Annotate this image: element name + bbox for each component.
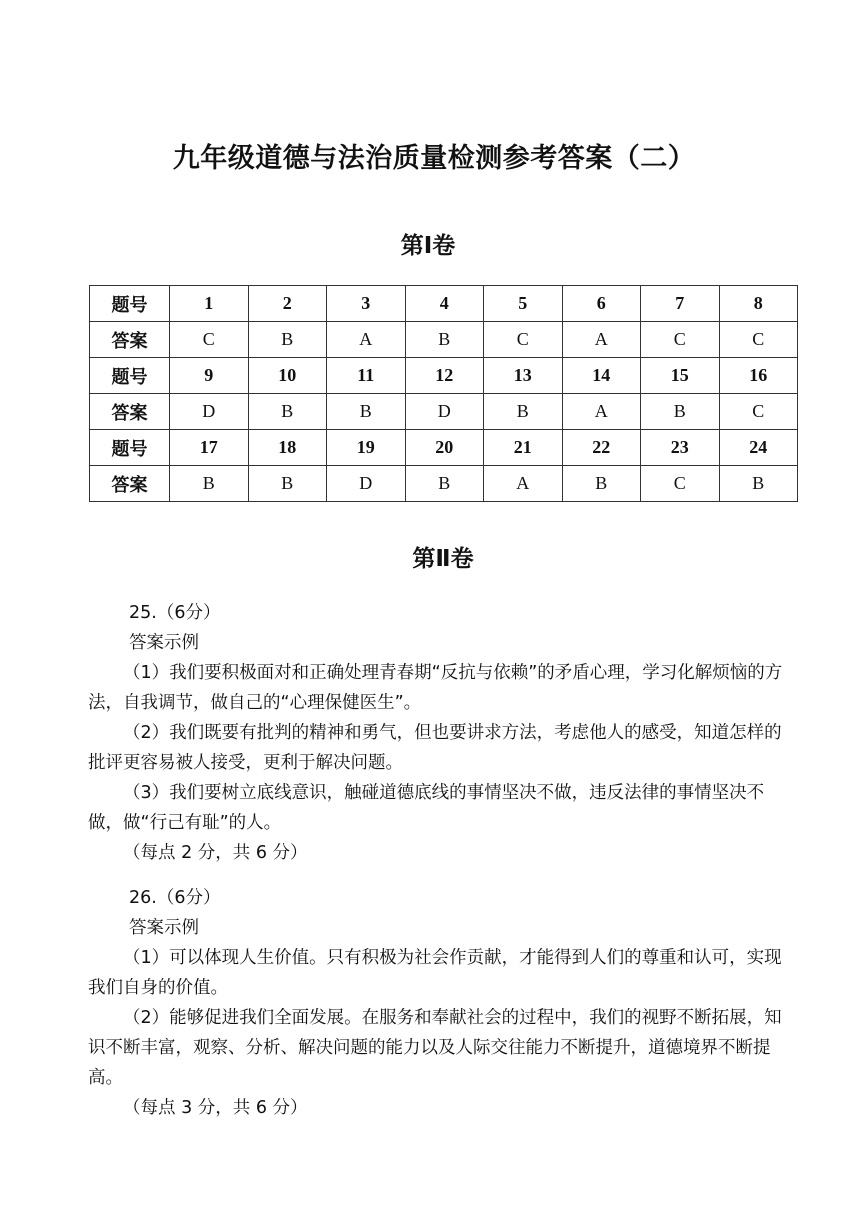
- question-number-cell: 2: [248, 286, 327, 322]
- answer-cell: A: [562, 322, 641, 358]
- question-26: [88, 883, 788, 1123]
- answer-cell: B: [719, 466, 798, 502]
- answer-cell: C: [641, 322, 720, 358]
- row-label-question-number: 题号: [90, 286, 170, 322]
- question-number-row: [90, 430, 798, 466]
- row-label-answer: 答案: [90, 322, 170, 358]
- answer-cell: D: [327, 466, 406, 502]
- question-25-scoring: （每点 2 分，共 6 分）: [123, 843, 308, 863]
- section-2-heading: 第Ⅱ卷: [412, 546, 474, 572]
- answer-cell: C: [719, 394, 798, 430]
- answer-table: [89, 285, 798, 502]
- question-26-point-2: （2）能够促进我们全面发展。在服务和奉献社会的过程中，我们的视野不断拓展，知识不断丰富，观察、分析、解决问题的能力以及人际交往能力不断提升，道德境界不断提高。: [88, 1008, 782, 1088]
- question-25-point-1: （1）我们要积极面对和正确处理青春期“反抗与依赖”的矛盾心理，学习化解烦恼的方法，自我调节，做自己的“心理保健医生”。: [88, 663, 783, 713]
- question-26-scoring: （每点 3 分，共 6 分）: [123, 1098, 308, 1118]
- answer-cell: B: [248, 466, 327, 502]
- question-number-cell: 10: [248, 358, 327, 394]
- answer-cell: B: [248, 322, 327, 358]
- question-number-cell: 22: [562, 430, 641, 466]
- answer-cell: B: [170, 466, 249, 502]
- answer-cell: A: [562, 394, 641, 430]
- answer-cell: C: [641, 466, 720, 502]
- answer-cell: B: [641, 394, 720, 430]
- answer-cell: D: [405, 394, 484, 430]
- question-number-cell: 7: [641, 286, 720, 322]
- answer-cell: A: [484, 466, 563, 502]
- question-number-cell: 17: [170, 430, 249, 466]
- row-label-answer: 答案: [90, 394, 170, 430]
- answer-cell: B: [248, 394, 327, 430]
- question-25-sample-label: 答案示例: [129, 633, 199, 653]
- answer-cell: B: [405, 322, 484, 358]
- question-number-cell: 23: [641, 430, 720, 466]
- question-26-sample-label: 答案示例: [129, 918, 199, 938]
- question-26-point-1: （1）可以体现人生价值。只有积极为社会作贡献，才能得到人们的尊重和认可，实现我们自身的价值。: [88, 948, 782, 998]
- answer-cell: C: [170, 322, 249, 358]
- answer-cell: B: [562, 466, 641, 502]
- question-26-header: 26.（6分）: [129, 888, 221, 908]
- question-25: [88, 598, 788, 868]
- answer-cell: A: [327, 322, 406, 358]
- question-number-cell: 14: [562, 358, 641, 394]
- answer-row: [90, 322, 798, 358]
- answer-cell: B: [327, 394, 406, 430]
- section-1-heading: 第Ⅰ卷: [400, 233, 456, 259]
- row-label-question-number: 题号: [90, 430, 170, 466]
- question-25-point-3: （3）我们要树立底线意识，触碰道德底线的事情坚决不做，违反法律的事情坚决不做，做“行己有耻”的人。: [88, 783, 765, 833]
- question-number-row: [90, 286, 798, 322]
- question-number-cell: 8: [719, 286, 798, 322]
- question-number-cell: 9: [170, 358, 249, 394]
- question-25-header: 25.（6分）: [129, 603, 221, 623]
- question-number-cell: 12: [405, 358, 484, 394]
- answer-row: [90, 466, 798, 502]
- question-number-cell: 18: [248, 430, 327, 466]
- question-number-cell: 1: [170, 286, 249, 322]
- question-number-cell: 13: [484, 358, 563, 394]
- answer-cell: C: [484, 322, 563, 358]
- row-label-answer: 答案: [90, 466, 170, 502]
- question-25-point-2: （2）我们既要有批判的精神和勇气，但也要讲求方法，考虑他人的感受，知道怎样的批评更容易被人接受，更利于解决问题。: [88, 723, 782, 773]
- question-number-cell: 6: [562, 286, 641, 322]
- answer-cell: C: [719, 322, 798, 358]
- answer-row: [90, 394, 798, 430]
- question-number-row: [90, 358, 798, 394]
- row-label-question-number: 题号: [90, 358, 170, 394]
- question-number-cell: 16: [719, 358, 798, 394]
- question-number-cell: 5: [484, 286, 563, 322]
- question-number-cell: 19: [327, 430, 406, 466]
- answer-cell: D: [170, 394, 249, 430]
- answer-cell: B: [484, 394, 563, 430]
- question-number-cell: 24: [719, 430, 798, 466]
- question-number-cell: 4: [405, 286, 484, 322]
- question-number-cell: 3: [327, 286, 406, 322]
- question-number-cell: 15: [641, 358, 720, 394]
- answer-cell: B: [405, 466, 484, 502]
- question-number-cell: 20: [405, 430, 484, 466]
- page-title: 九年级道德与法治质量检测参考答案（二）: [172, 143, 696, 174]
- question-number-cell: 11: [327, 358, 406, 394]
- question-number-cell: 21: [484, 430, 563, 466]
